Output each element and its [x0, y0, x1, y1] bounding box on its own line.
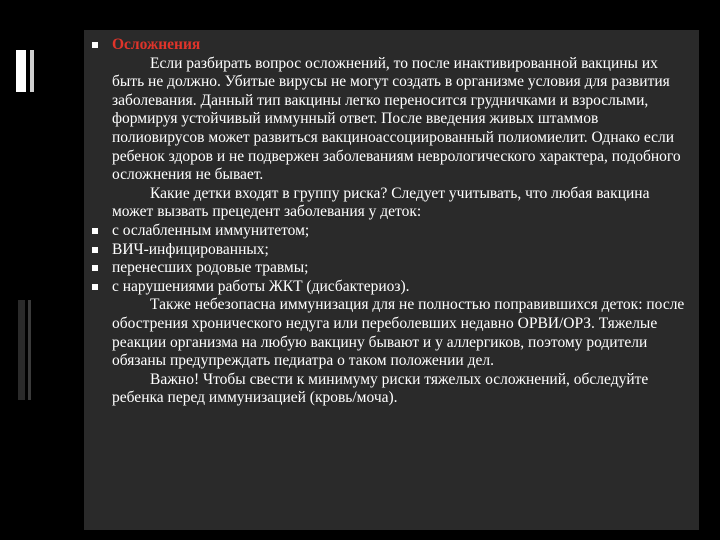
list-item: с ослабленным иммунитетом;	[92, 222, 688, 241]
list-item: ВИЧ-инфицированных;	[92, 241, 688, 260]
slide-heading: Осложнения	[112, 36, 201, 53]
list-item: перенесших родовые травмы;	[92, 259, 688, 278]
content-panel	[84, 30, 699, 530]
list-item: с нарушениями работы ЖКТ (дисбактериоз).	[92, 278, 688, 297]
decorative-bar	[28, 300, 31, 400]
decorative-bar	[16, 50, 26, 92]
paragraph-2: Какие детки входят в группу риска? Следует учитывать, что любая вакцина может вызвать прецедент заболевания у деток:	[112, 184, 650, 221]
bullet-heading	[92, 36, 688, 55]
paragraph-4: Важно! Чтобы свести к минимуму риски тяжелых осложнений, обследуйте ребенка перед иммунизацией (кровь/моча).	[112, 370, 649, 407]
paragraph-3: Также небезопасна иммунизация для не полностью поправившихся деток: после обострения хронического недуга или переболевших недавно ОРВИ/ОРЗ. Тяжелые реакции организма на любую вакцину бывают и у аллергиков, поэтому родители обязаны предупреждать педиатра о таком положении дел.	[112, 296, 685, 370]
slide-body	[92, 36, 688, 408]
decorative-bar	[30, 50, 34, 92]
paragraph-1: Если разбирать вопрос осложнений, то после инактивированной вакцины их быть не должно. Убитые вирусы не могут создать в организме условия для развития заболевания. Данный тип вакцины легко переносится грудничками и взрослыми, формируя устойчивый иммунный ответ. После введения живых штаммов полиовирусов может развиться вакциноассоциированный полиомиелит. Однако если ребенок здоров и не подвержен заболеваниям неврологического характера, подобного осложнения не бывает.	[112, 54, 681, 184]
decorative-bar	[18, 300, 25, 400]
